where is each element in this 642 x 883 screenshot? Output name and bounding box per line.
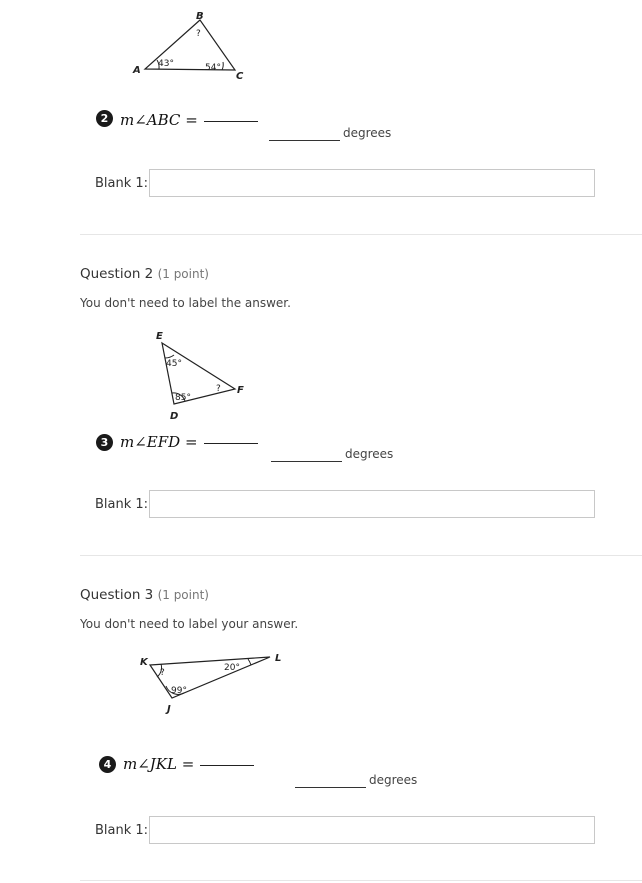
- question-title: Question 3: [80, 587, 154, 603]
- vertex-label-e: E: [156, 331, 163, 342]
- expr-blank-line: [204, 442, 258, 444]
- section-divider: [80, 880, 642, 881]
- vertex-label-c: C: [236, 71, 244, 82]
- blank-label: Blank 1:: [95, 823, 149, 838]
- angle-expression-jkl: [123, 755, 254, 773]
- expr-equals: =: [181, 755, 195, 773]
- expr-prefix: m∠: [123, 755, 150, 773]
- angle-label-f: ?: [216, 384, 221, 394]
- expr-blank-line: [200, 764, 254, 766]
- vertex-label-a: A: [133, 65, 141, 76]
- unit-underline: [271, 461, 342, 462]
- triangle-efd: [162, 343, 235, 404]
- vertex-label-b: B: [196, 11, 204, 22]
- angle-expression-efd: [120, 433, 258, 451]
- angle-label-d: 85°: [175, 393, 191, 403]
- expr-prefix: m∠: [120, 111, 147, 129]
- triangle-jkl: [150, 657, 270, 698]
- section-divider: [80, 234, 642, 235]
- triangle-abc-figure: [125, 5, 255, 85]
- angle-label-j: 99°: [171, 686, 187, 696]
- question-number-badge: 2: [96, 110, 113, 127]
- question-instruction: You don't need to label the answer.: [80, 296, 291, 310]
- angle-label-l: 20°: [224, 663, 240, 673]
- angle-arc-c: [222, 62, 223, 70]
- question-3-header: [80, 587, 209, 603]
- unit-label-degrees: degrees: [369, 773, 418, 787]
- answer-input-jkl[interactable]: [149, 816, 595, 844]
- expr-prefix: m∠: [120, 433, 147, 451]
- angle-arc-e: [165, 355, 174, 358]
- expr-letters: ABC: [146, 111, 181, 129]
- expr-letters: EFD: [146, 433, 181, 451]
- angle-arc-l: [248, 659, 251, 665]
- expr-equals: =: [184, 433, 198, 451]
- expr-equals: =: [185, 111, 198, 129]
- unit-underline: [295, 787, 366, 788]
- unit-underline: [269, 140, 340, 141]
- angle-label-b: ?: [196, 29, 201, 39]
- vertex-label-d: D: [170, 411, 179, 422]
- question-points: (1 point): [157, 588, 209, 602]
- expr-letters: JKL: [149, 755, 177, 773]
- vertex-label-l: L: [275, 653, 282, 664]
- triangle-efd-figure: [145, 325, 255, 425]
- unit-label-degrees: degrees: [345, 447, 394, 461]
- question-instruction: You don't need to label your answer.: [80, 617, 299, 631]
- blank-label: Blank 1:: [95, 497, 149, 512]
- section-divider: [80, 555, 642, 556]
- answer-input-efd[interactable]: [149, 490, 595, 518]
- question-number-badge: 3: [96, 434, 113, 451]
- unit-label-degrees: degrees: [343, 126, 392, 140]
- answer-input-abc[interactable]: [149, 169, 595, 197]
- triangle-jkl-figure: [130, 645, 290, 720]
- angle-label-a: 43°: [158, 59, 174, 69]
- angle-expression-abc: [120, 111, 258, 129]
- vertex-label-f: F: [237, 385, 244, 396]
- vertex-label-k: K: [140, 657, 148, 668]
- angle-label-e: 45°: [166, 359, 182, 369]
- question-points: (1 point): [157, 267, 209, 281]
- vertex-label-j: J: [167, 704, 171, 715]
- blank-label: Blank 1:: [95, 176, 149, 191]
- question-2-header: [80, 266, 209, 282]
- expr-blank-line: [204, 120, 258, 122]
- question-number-badge: 4: [99, 756, 116, 773]
- angle-label-k: ?: [160, 668, 165, 678]
- angle-label-c: 54°: [205, 63, 221, 73]
- question-title: Question 2: [80, 266, 154, 282]
